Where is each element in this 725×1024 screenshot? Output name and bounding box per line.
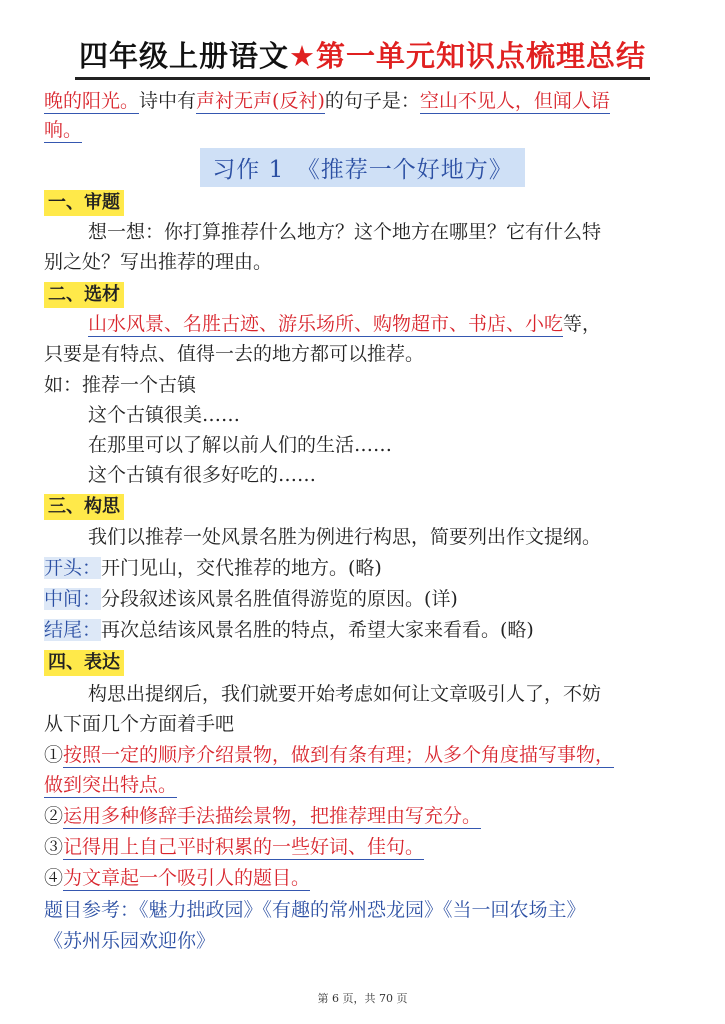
title-part-grade: 四年级上册语文 (78, 39, 289, 73)
section-heading-material: 二、选材 (44, 282, 124, 308)
material-red-list: 山水风景、名胜古迹、游乐场所、购物超市、书店、小吃 (88, 313, 564, 335)
poem-note-text-2: 的句子是： (324, 90, 420, 112)
outline-text-ending: 再次总结该风景名胜的特点，希望大家来看看。(略) (101, 619, 534, 641)
poem-note-line-2 (44, 117, 82, 143)
expression-intro-1: 构思出提纲后，我们就要开始考虑如何让文章吸引人了，不妨 (88, 683, 602, 705)
composition-heading-wrap (0, 148, 725, 187)
tip-4-number: ④ (44, 867, 64, 889)
tip-2-text: 运用多种修辞手法描绘景物，把推荐理由写充分。 (63, 805, 482, 827)
material-line-1 (88, 311, 601, 337)
poem-note-text-1: 诗中有 (139, 90, 197, 112)
outline-row-middle (44, 586, 458, 612)
tip-3-text: 记得用上自己平时积累的一些好词、佳句。 (63, 836, 425, 858)
page-title-wrap (0, 34, 725, 80)
outline-tag-ending: 结尾： (44, 619, 102, 641)
tip-2-line (44, 803, 481, 829)
title-reference-line-2: 《苏州乐园欢迎你》 (44, 930, 216, 952)
poem-note-red-4: 响。 (44, 119, 83, 141)
title-reference-line-1: 题目参考：《魅力拙政园》《有趣的常州恐龙园》《当一回农场主》 (44, 899, 586, 921)
tip-1-text-b: 做到突出特点。 (44, 774, 178, 796)
example-line-2: 在那里可以了解以前人们的生活…… (88, 434, 393, 456)
page-number-footer: 第 6 页，共 70 页 (317, 992, 408, 1005)
outline-intro: 我们以推荐一处风景名胜为例进行构思，简要列出作文提纲。 (88, 526, 602, 548)
poem-note-red-3: 空山不见人，但闻人语 (419, 90, 610, 112)
tip-3-number: ③ (44, 836, 64, 858)
example-line-3: 这个古镇有很多好吃的…… (88, 464, 317, 486)
tip-1-line-1 (44, 742, 614, 768)
page-title (75, 34, 650, 80)
outline-text-middle: 分段叙述该风景名胜值得游览的原因。(详) (101, 588, 458, 610)
section-heading-review: 一、审题 (44, 190, 124, 216)
expression-intro-2: 从下面几个方面着手吧 (44, 713, 235, 735)
composition-heading: 习作 1 《推荐一个好地方》 (200, 148, 524, 187)
outline-tag-opening: 开头： (44, 557, 102, 579)
material-tail: 等， (563, 313, 602, 335)
example-line-1: 这个古镇很美…… (88, 404, 241, 426)
outline-text-opening: 开门见山，交代推荐的地方。(略) (101, 557, 382, 579)
title-part-unit: 第一单元知识点梳理总结 (316, 39, 647, 73)
outline-row-opening (44, 555, 382, 581)
review-text-line-2: 别之处？写出推荐的理由。 (44, 251, 273, 273)
tip-3-line (44, 834, 424, 860)
tip-4-text: 为文章起一个吸引人的题目。 (63, 867, 311, 889)
star-icon: ★ (289, 39, 316, 73)
example-line-0: 如：推荐一个古镇 (44, 374, 197, 396)
outline-tag-middle: 中间： (44, 588, 102, 610)
poem-note-line-1 (44, 88, 610, 114)
poem-note-red-1: 晚的阳光。 (44, 90, 140, 112)
tip-2-number: ② (44, 805, 64, 827)
outline-row-ending (44, 617, 534, 643)
tip-1-text-a: 按照一定的顺序介绍景物，做到有条有理；从多个角度描写事物， (63, 744, 615, 766)
section-heading-expression: 四、表达 (44, 650, 124, 676)
tip-4-line (44, 865, 310, 891)
review-text-line-1: 想一想：你打算推荐什么地方？这个地方在哪里？它有什么特 (88, 221, 602, 243)
tip-1-number: ① (44, 744, 64, 766)
material-line-2: 只要是有特点、值得一去的地方都可以推荐。 (44, 343, 425, 365)
tip-1-line-2 (44, 772, 177, 798)
section-heading-outline: 三、构思 (44, 494, 124, 520)
poem-note-red-2: 声衬无声(反衬) (196, 90, 325, 112)
